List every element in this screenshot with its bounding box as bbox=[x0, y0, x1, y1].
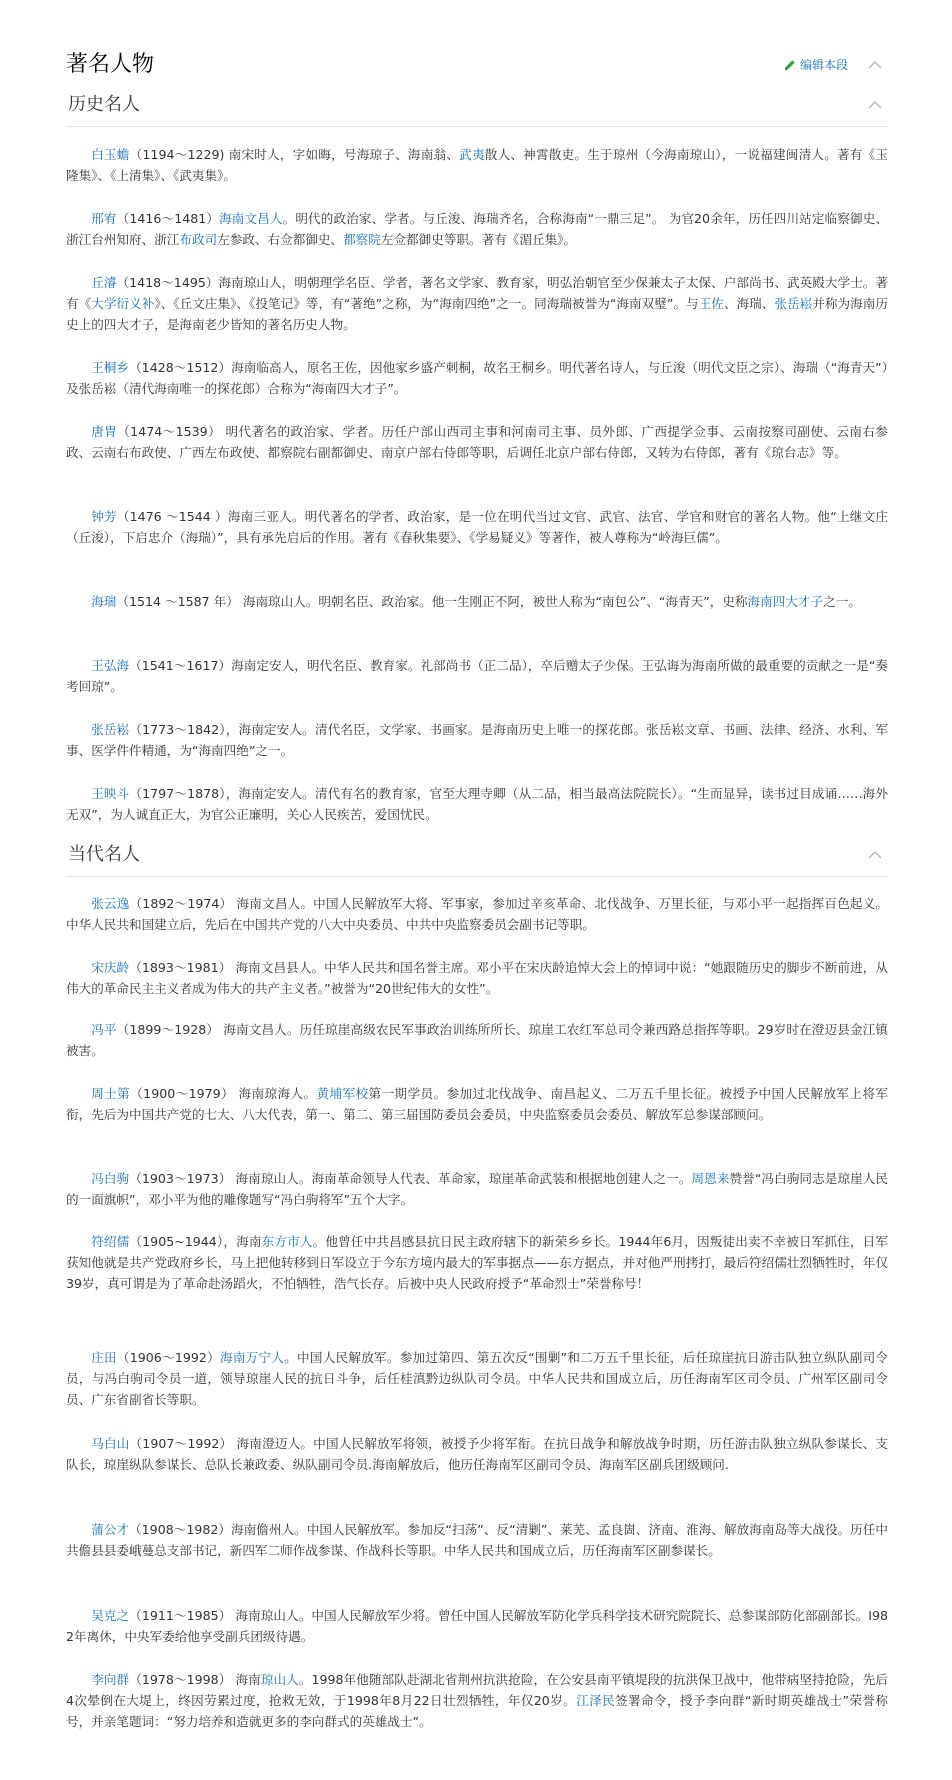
entry-text: 并称为海南历史上的四大才子，是海南老少皆知的著名历史人物。 bbox=[66, 296, 889, 332]
person-name-link[interactable]: 吴克之 bbox=[91, 1608, 130, 1623]
entry-text: （1418～1495）海南琼山人，明朝理学名臣、学者，著名文学家、教育家，明弘治朝官至少保兼太子太保、户部尚书、武英殿大学士。著有《 bbox=[66, 275, 888, 311]
pencil-icon bbox=[784, 59, 796, 71]
person-name-link[interactable]: 张云逸 bbox=[91, 896, 130, 911]
section-title: 当代名人 bbox=[68, 844, 140, 865]
entry-text: （1892～1974） 海南文昌人。中国人民解放军大将、军事家，参加过辛亥革命、北伐战争、万里长征，与邓小平一起指挥百色起义。中华人民共和国建立后，先后在中国共产党的八大中央委员、中共中央监察委员会副书记等职。 bbox=[66, 896, 889, 932]
inline-link[interactable]: 海南万宁人 bbox=[219, 1350, 285, 1365]
entry-text: （1900～1979） 海南琼海人。 bbox=[130, 1086, 317, 1101]
inline-link[interactable]: 武夷 bbox=[459, 147, 485, 162]
person-entry bbox=[66, 1168, 888, 1210]
entry-text: 、海瑞、 bbox=[723, 296, 775, 311]
entry-text: （1911～1985） 海南琼山人。中国人民解放军少将。曾任中国人民解放军防化学兵科学技术研究院院长、总参谋部防化部副部长。I982年离休，中央军委给他享受副兵团级待遇。 bbox=[66, 1608, 889, 1644]
entry-text: （1514 ～1587 年） 海南琼山人。明朝名臣、政治家。他一生刚正不阿，被世人称为“南包公”、“海青天”，史称 bbox=[116, 594, 748, 609]
section-collapse-button[interactable] bbox=[868, 850, 882, 860]
person-name-link[interactable]: 宋庆龄 bbox=[91, 960, 130, 975]
person-entry bbox=[66, 1347, 888, 1410]
person-entry bbox=[66, 1231, 888, 1294]
section-contemporary-figures bbox=[66, 842, 889, 1729]
person-name-link[interactable]: 李向群 bbox=[91, 1672, 130, 1687]
entry-text: （1416～1481） bbox=[116, 211, 220, 226]
entry-text: 。明代的政治家、学者。与丘浚、海瑞齐名，合称海南“一鼎三足”。 为官20余年，历任四川站定临察御史、浙江台州知府、浙江 bbox=[66, 211, 889, 247]
entry-text: 。1998年他随部队赴湖北省荆州抗洪抢险，在公安县南平镇堤段的抗洪保卫战中，他带病坚持抢险，先后4次晕倒在大堤上，终因劳累过度，抢救无效，于1998年8月22日壮烈牺牲，年仅20岁。 bbox=[66, 1672, 889, 1708]
person-name-link[interactable]: 符绍儒 bbox=[91, 1234, 130, 1249]
entry-text: 左参政、右佥都御史、 bbox=[217, 232, 344, 247]
person-name-link[interactable]: 马白山 bbox=[91, 1436, 130, 1451]
person-entry bbox=[66, 1019, 888, 1061]
person-entry bbox=[66, 1083, 888, 1125]
entry-text: （1797～1878），海南定安人。清代有名的教育家，官至大理寺卿（从二品，相当最高法院院长）。“生而显异，读书过目成诵……海外无双”，为人诚直正大，为官公正廉明，关心人民疾苦，爱国忧民。 bbox=[66, 786, 889, 822]
person-name-link[interactable]: 王映斗 bbox=[91, 786, 130, 801]
entry-text: （1541～1617）海南定安人，明代名臣、教育家。礼部尚书（正二品），卒后赠太子少保。王弘诲为海南所做的最重要的贡献之一是“奏考回琼”。 bbox=[66, 658, 889, 694]
entry-text: （1908～1982）海南儋州人。中国人民解放军。参加反“扫荡”、反“清剿”、莱芜、孟良崮、济南、淮海、解放海南岛等大战役。历任中共儋县县委峨蔓总支部书记，新四军二师作战参谋、作战科长等职。中华人民共和国成立后，历任海南军区副参谋长。 bbox=[66, 1522, 889, 1558]
section-historical-figures bbox=[66, 92, 889, 822]
person-entry bbox=[66, 506, 888, 548]
entry-text: 之一。 bbox=[823, 594, 861, 609]
person-entry bbox=[66, 1433, 888, 1475]
entry-text: （1893～1981） 海南文昌县人。中华人民共和国名誉主席。邓小平在宋庆龄追悼大会上的悼词中说：“她跟随历史的脚步不断前进，从伟大的革命民主主义者成为伟大的共产主义者。”被誉为“20世纪伟大的女性”。 bbox=[66, 960, 888, 996]
person-name-link[interactable]: 钟芳 bbox=[91, 509, 117, 524]
inline-link[interactable]: 黄埔军校 bbox=[316, 1086, 369, 1101]
entry-text: （1899～1928） 海南文昌人。历任琼崖高级农民军事政治训练所所长、琼崖工农红军总司令兼西路总指挥等职。29岁时在澄迈县金江镇被害。 bbox=[66, 1022, 889, 1058]
person-name-link[interactable]: 邢宥 bbox=[91, 211, 117, 226]
entry-text: 第一期学员。参加过北伐战争、南昌起义、二万五千里长征。被授予中国人民解放军上将军衔，先后为中国共产党的七大、八大代表，第一、第二、第三届国防委员会委员，中央监察委员会委员、解放军总参谋部顾问。 bbox=[66, 1086, 889, 1122]
person-entry bbox=[66, 144, 888, 186]
entry-text: 赞誉“冯白驹同志是琼崖人民的一面旗帜”，邓小平为他的雕像题写“冯白驹将军”五个大字。 bbox=[66, 1171, 888, 1207]
entry-text: 左佥都御史等职。著有《湄丘集》。 bbox=[380, 232, 577, 247]
person-name-link[interactable]: 冯白驹 bbox=[91, 1171, 130, 1186]
entry-text: （1905~1944），海南 bbox=[129, 1234, 262, 1249]
page-header bbox=[66, 50, 888, 90]
person-name-link[interactable]: 蒲公才 bbox=[91, 1522, 130, 1537]
chevron-up-icon bbox=[868, 850, 882, 860]
entry-text: （1474～1539） 明代著名的政治家、学者。历任户部山西司主事和河南司主事、员外郎、广西提学佥事、云南按察司副使、云南右参政、云南右布政使、广西左布政使、都察院右副都御史、南京户部右侍郎等职，后调任北京户部右侍郎，又转为右侍郎，著有《琼台志》等。 bbox=[66, 424, 888, 460]
inline-link[interactable]: 东方市人 bbox=[261, 1234, 313, 1249]
section-title: 历史名人 bbox=[68, 94, 140, 115]
collapse-all-button[interactable] bbox=[868, 60, 882, 70]
entry-text: 。他曾任中共昌感县抗日民主政府辖下的新荣乡乡长。1944年6月，因叛徒出卖不幸被日军抓住，日军获知他就是共产党政府乡长，马上把他转移到日军设立于今东方境内最大的军事据点——东方据点，并对他严刑拷打，最后符绍儒壮烈牺牲时，年仅39岁，真可谓是为了革命赴汤蹈火，不怕牺牲，浩气长存。后被中央人民政府授予“革命烈士”荣誉称号！ bbox=[66, 1234, 888, 1291]
inline-link[interactable]: 都察院 bbox=[343, 232, 381, 247]
person-name-link[interactable]: 王桐乡 bbox=[91, 360, 130, 375]
edit-section-button[interactable] bbox=[784, 57, 848, 73]
entry-text: （1773～1842），海南定安人。清代名臣，文学家、书画家。是海南历史上唯一的探花郎。张岳崧文章、书画、法律、经济、水利、军事、医学件件精通，为“海南四绝”之一。 bbox=[66, 722, 888, 758]
person-name-link[interactable]: 唐胄 bbox=[91, 424, 118, 439]
person-entry bbox=[66, 783, 888, 825]
entry-text: （1476 ～1544 ）海南三亚人。明代著名的学者、政治家，是一位在明代当过文官、武官、法官、学官和财官的著名人物。他“上继文庄（丘浚），下启忠介（海瑞）”，具有承先启后的作用。著有《春秋集要》、《学易疑义》等著作，被人尊称为“岭海巨儒”。 bbox=[66, 509, 888, 545]
entry-text: （1907～1992） 海南澄迈人。中国人民解放军将领，被授予少将军衔。在抗日战争和解放战争时期，历任游击队独立纵队参谋长、支队长，琼崖纵队参谋长、总队长兼政委、纵队副司令员.海南解放后，他历任海南军区副司令员、海南军区副兵团级顾问. bbox=[66, 1436, 889, 1472]
inline-link[interactable]: 布政司 bbox=[179, 232, 218, 247]
section-header bbox=[66, 92, 888, 127]
page-title: 著名人物 bbox=[66, 52, 155, 77]
edit-section-label: 编辑本段 bbox=[799, 58, 848, 72]
chevron-up-icon bbox=[868, 60, 882, 70]
inline-link[interactable]: 周恩来 bbox=[691, 1171, 730, 1186]
person-entry bbox=[66, 272, 888, 335]
inline-link[interactable]: 琼山人 bbox=[260, 1672, 299, 1687]
entry-text: （1978～1998） 海南 bbox=[129, 1672, 261, 1687]
person-entry bbox=[66, 1605, 888, 1647]
person-entry bbox=[66, 591, 888, 612]
person-name-link[interactable]: 王弘海 bbox=[91, 658, 130, 673]
entry-text: 》、《丘文庄集》、《投笔记》等，有“著绝”之称，为“海南四绝”之一。同海瑞被誉为“海南双璧”。与 bbox=[154, 296, 699, 311]
chevron-up-icon bbox=[868, 100, 882, 110]
section-collapse-button[interactable] bbox=[868, 100, 882, 110]
person-entry bbox=[66, 655, 888, 697]
entry-text: 签署命令，授予李向群“新时期英雄战士”荣誉称号，并亲笔题词：“努力培养和造就更多的李向群式的英雄战士”。 bbox=[66, 1693, 888, 1729]
inline-link[interactable]: 王佐 bbox=[698, 296, 724, 311]
inline-link[interactable]: 海南文昌人 bbox=[219, 211, 283, 226]
person-name-link[interactable]: 周士第 bbox=[91, 1086, 131, 1101]
section-header bbox=[66, 842, 888, 877]
entry-text: 散人、神霄散吏。生于琼州（今海南琼山），一说福建闽清人。著有《玉隆集》、《上清集》、《武夷集》。 bbox=[66, 147, 889, 183]
person-name-link[interactable]: 海瑞 bbox=[91, 594, 117, 609]
inline-link[interactable]: 张岳崧 bbox=[774, 296, 813, 311]
inline-link[interactable]: 大学衍义补 bbox=[91, 296, 155, 311]
person-entry bbox=[66, 1669, 888, 1732]
person-entry bbox=[66, 1519, 888, 1561]
person-entry bbox=[66, 719, 888, 761]
entry-text: （1903～1973） 海南琼山人。海南革命领导人代表、革命家，琼崖革命武装和根据地创建人之一。 bbox=[129, 1171, 692, 1186]
person-name-link[interactable]: 丘濬 bbox=[91, 275, 117, 290]
entry-text: （1906～1992） bbox=[116, 1350, 220, 1365]
entry-text: （1194～1229) 南宋时人，字如晦，号海琼子、海南翁、 bbox=[129, 147, 460, 162]
person-name-link[interactable]: 白玉蟾 bbox=[91, 147, 130, 162]
entry-text: （1428～1512）海南临高人，原名王佐，因他家乡盛产刺桐，故名王桐乡。明代著名诗人，与丘浚（明代文臣之宗）、海瑞（“海青天”）及张岳崧（清代海南唯一的探花郎）合称为“海南四大才子”。 bbox=[66, 360, 888, 396]
entry-text: 。中国人民解放军。参加过第四、第五次反“围剿”和二万五千里长征，后任琼崖抗日游击队独立纵队副司令员，与冯白驹司令员一道，领导琼崖人民的抗日斗争，后任桂滇黔边纵队司令员。中华人民共和国成立后，历任海南军区司令员、广州军区副司令员、广东省副省长等职。 bbox=[66, 1350, 889, 1407]
person-entry bbox=[66, 208, 888, 250]
person-name-link[interactable]: 张岳崧 bbox=[91, 722, 130, 737]
person-name-link[interactable]: 庄田 bbox=[91, 1350, 117, 1365]
person-entry bbox=[66, 957, 888, 999]
person-entry bbox=[66, 357, 888, 399]
person-name-link[interactable]: 冯平 bbox=[91, 1022, 117, 1037]
inline-link[interactable]: 海南四大才子 bbox=[747, 594, 824, 609]
inline-link[interactable]: 江泽民 bbox=[576, 1693, 616, 1708]
person-entry bbox=[66, 893, 888, 935]
person-entry bbox=[66, 421, 888, 463]
